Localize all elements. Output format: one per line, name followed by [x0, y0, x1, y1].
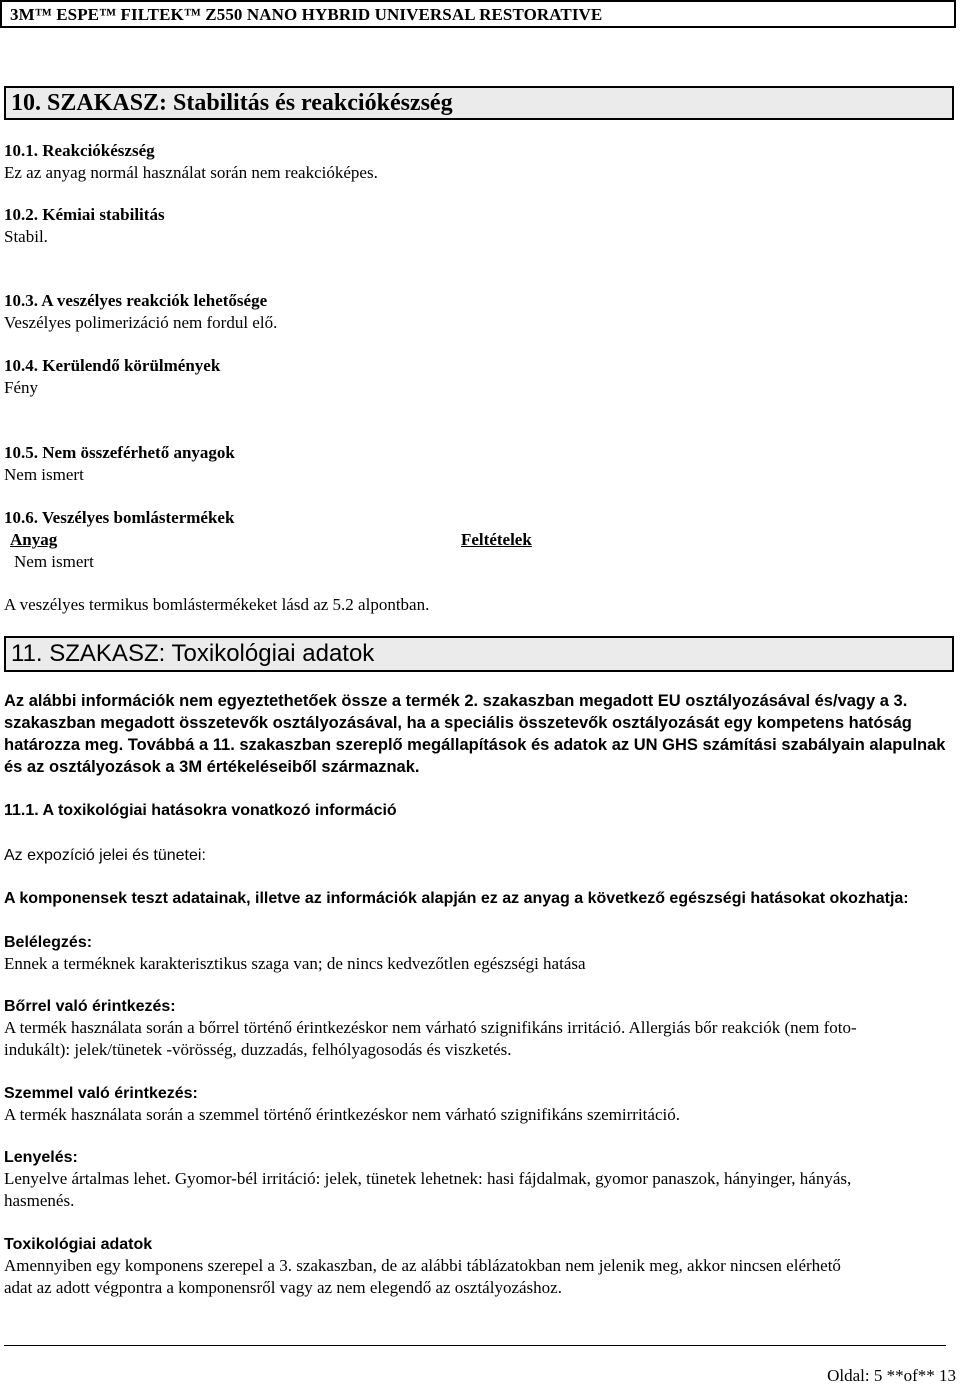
document-header — [0, 0, 956, 28]
subsection-10-2-title: 10.2. Kémiai stabilitás — [4, 205, 165, 224]
signs-symptoms-title: Az expozíció jelei és tünetei: — [4, 847, 206, 864]
column-header-conditions: Feltételek — [461, 530, 532, 549]
tox-data-text-line2: adat az adott végpontra a komponensről vagy az nem elegendő az osztályozáshoz. — [4, 1278, 562, 1297]
decomposition-row-value: Nem ismert — [14, 552, 94, 571]
tox-data-text-line1: Amennyiben egy komponens szerepel a 3. szakaszban, de az alábbi táblázatokban nem jelenik meg, akkor nincsen elérhető — [4, 1256, 841, 1275]
ingestion-text-line1: Lenyelve ártalmas lehet. Gyomor-bél irritáció: jelek, tünetek lehetnek: hasi fájdalmak, gyomor panaszok, hányinger, hányás, — [4, 1169, 852, 1188]
subsection-10-5-title: 10.5. Nem összeférhető anyagok — [4, 443, 235, 462]
section-10-heading: 10. SZAKASZ: Stabilitás és reakciókészség — [4, 86, 954, 120]
product-title: 3M™ ESPE™ FILTEK™ Z550 NANO HYBRID UNIVERSAL RESTORATIVE — [10, 5, 603, 24]
eye-contact-title: Szemmel való érintkezés: — [4, 1085, 198, 1102]
page-number: Oldal: 5 **of** 13 — [827, 1366, 956, 1385]
subsection-10-4-text: Fény — [4, 378, 38, 397]
subsection-10-4-title: 10.4. Kerülendő körülmények — [4, 356, 221, 375]
footer-divider — [4, 1345, 946, 1346]
inhalation-title: Belélegzés: — [4, 934, 93, 951]
inhalation-text: Ennek a terméknek karakterisztikus szaga van; de nincs kedvezőtlen egészségi hatása — [4, 954, 586, 973]
subsection-10-3-text: Veszélyes polimerizáció nem fordul elő. — [4, 313, 278, 332]
subsection-10-2-text: Stabil. — [4, 227, 48, 246]
section-11-intro: Az alábbi információk nem egyeztethetőek össze a termék 2. szakaszban megadott EU osztályozásával és/vagy a 3. szakaszban megadott összetevők osztályozásával, ha a speciális összetevők osztályozását egy kompetens hatóság határozza meg. Továbbá a 11. szakaszban szereplő megállapítások és adatok az UN GHS számítási szabályain alapulnak és az osztályozások a 3M értékeléseiből származnak. — [4, 692, 946, 776]
subsection-10-5-text: Nem ismert — [4, 465, 84, 484]
column-header-substance: Anyag — [10, 530, 58, 549]
ingestion-text-line2: hasmenés. — [4, 1191, 75, 1210]
subsection-10-1-title: 10.1. Reakciókészség — [4, 141, 155, 160]
subsection-10-1-text: Ez az anyag normál használat során nem reakcióképes. — [4, 163, 378, 182]
eye-contact-text: A termék használata során a szemmel történő érintkezéskor nem várható szignifikáns szemirritáció. — [4, 1105, 680, 1124]
subsection-10-3-title: 10.3. A veszélyes reakciók lehetősége — [4, 291, 268, 310]
ingestion-title: Lenyelés: — [4, 1149, 78, 1166]
tox-data-title: Toxikológiai adatok — [4, 1236, 153, 1253]
skin-contact-text-line2: indukált): jelek/tünetek -vörösség, duzzadás, felhólyagosodás és viszketés. — [4, 1040, 512, 1059]
subsection-10-6-note: A veszélyes termikus bomlástermékeket lásd az 5.2 alpontban. — [4, 595, 430, 614]
skin-contact-text-line1: A termék használata során a bőrrel történő érintkezéskor nem várható szignifikáns irritáció. Allergiás bőr reakciók (nem foto- — [4, 1018, 857, 1037]
skin-contact-title: Bőrrel való érintkezés: — [4, 998, 176, 1015]
subsection-11-1-title: 11.1. A toxikológiai hatásokra vonatkozó információ — [4, 802, 397, 819]
section-11-heading: 11. SZAKASZ: Toxikológiai adatok — [4, 636, 954, 672]
health-effects-title: A komponensek teszt adatainak, illetve az információk alapján ez az anyag a következő egészségi hatásokat okozhatja: — [4, 890, 909, 907]
subsection-10-6-title: 10.6. Veszélyes bomlástermékek — [4, 508, 235, 527]
